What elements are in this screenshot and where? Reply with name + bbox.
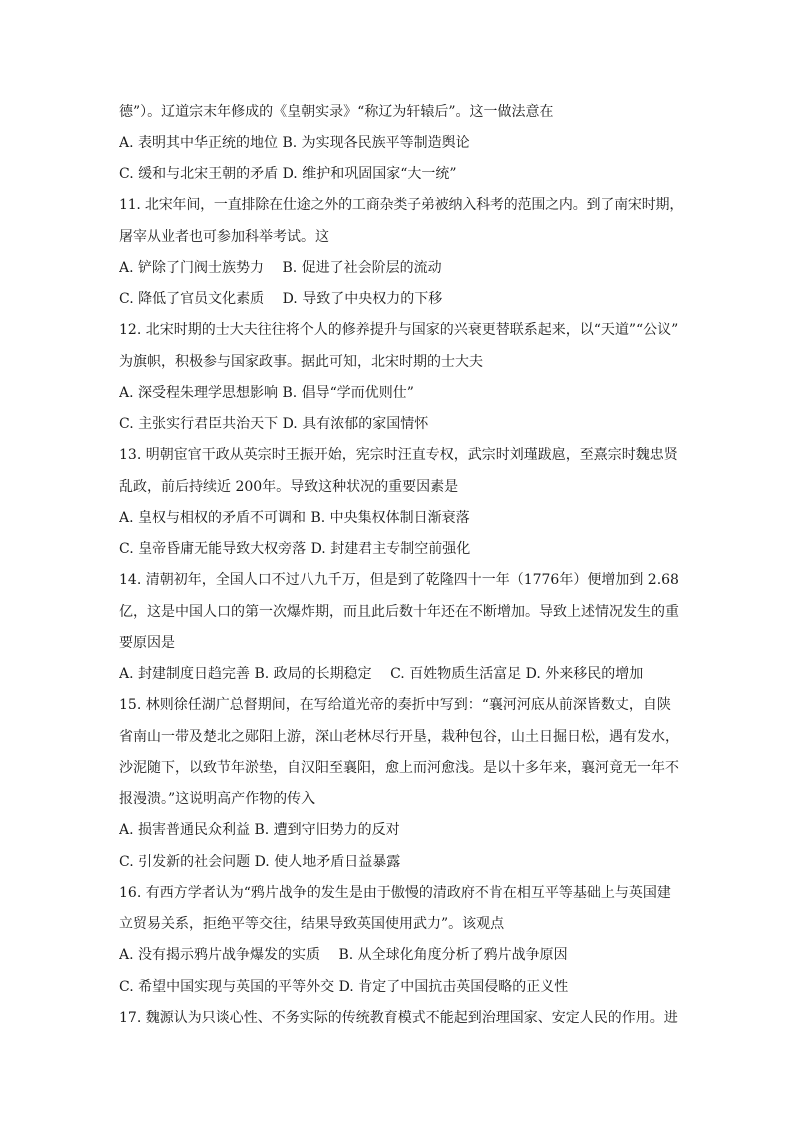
q13-stem-line1: 13. 明朝宦官干政从英宗时王振开始，宪宗时汪直专权，武宗时刘瑾跋扈，至熹宗时魏忠贤	[119, 447, 678, 463]
q10-options-cd: C. 缓和与北宋王朝的矛盾 D. 维护和巩固国家“大一统”	[119, 166, 457, 182]
q11-options-cd: C. 降低了官员文化素质 D. 导致了中央权力的下移	[119, 291, 443, 307]
q12-stem-line1: 12. 北宋时期的士大夫往往将个人的修养提升与国家的兴衰更替联系起来，以“天道”“公议”	[119, 322, 679, 338]
q14-stem-line3: 要原因是	[119, 635, 175, 651]
q15-stem-line2: 省南山一带及楚北之郧阳上游，深山老林尽行开垦，栽种包谷，山土日掘日松，遇有发水，	[119, 729, 679, 745]
q12-options-ab: A. 深受程朱理学思想影响 B. 倡导“学而优则仕”	[119, 385, 414, 401]
q16-stem-line2: 立贸易关系，拒绝平等交往，结果导致英国使用武力”。该观点	[119, 916, 505, 932]
q16-options-ab: A. 没有揭示鸦片战争爆发的实质 B. 从全球化角度分析了鸦片战争原因	[119, 947, 568, 963]
q13-options-cd: C. 皇帝昏庸无能导致大权旁落 D. 封建君主专制空前强化	[119, 541, 471, 557]
q14-stem-line1: 14. 清朝初年，全国人口不过八九千万，但是到了乾隆四十一年（1776年）便增加到 2.68	[119, 572, 679, 588]
q10-stem-tail: 德”）。辽道宗末年修成的《皇朝实录》“称辽为轩辕后”。这一做法意在	[119, 104, 554, 120]
q11-stem-line1: 11. 北宋年间，一直排除在仕途之外的工商杂类子弟被纳入科考的范围之内。到了南宋时期，	[119, 197, 684, 213]
q16-options-cd: C. 希望中国实现与英国的平等外交 D. 肯定了中国抗击英国侵略的正义性	[119, 979, 569, 995]
q15-stem-line1: 15. 林则徐任湖广总督期间，在写给道光帝的奏折中写到：“襄河河底从前深皆数丈，自陕	[119, 697, 671, 713]
q15-stem-line4: 报漫溃。”这说明高产作物的传入	[119, 791, 316, 807]
q11-options-ab: A. 铲除了门阀士族势力 B. 促进了社会阶层的流动	[119, 260, 442, 276]
q15-options-cd: C. 引发新的社会问题 D. 使人地矛盾日益暴露	[119, 854, 401, 870]
q15-stem-line3: 沙泥随下，以致节年淤垫，自汉阳至襄阳，愈上而河愈浅。是以十多年来，襄河竟无一年不	[119, 760, 679, 776]
q17-stem-line1: 17. 魏源认为只谈心性、不务实际的传统教育模式不能起到治理国家、安定人民的作用。进	[119, 1010, 678, 1026]
q16-stem-line1: 16. 有西方学者认为“鸦片战争的发生是由于傲慢的清政府不肯在相互平等基础上与英国建	[119, 885, 671, 901]
q13-options-ab: A. 皇权与相权的矛盾不可调和 B. 中央集权体制日渐衰落	[119, 510, 470, 526]
q13-stem-line2: 乱政，前后持续近 200年。导致这种状况的重要因素是	[119, 479, 459, 495]
q14-options: A. 封建制度日趋完善 B. 政局的长期稳定 C. 百姓物质生活富足 D. 外来移民的增加	[119, 666, 644, 682]
q11-stem-line2: 屠宰从业者也可参加科举考试。这	[119, 229, 329, 245]
q15-options-ab: A. 损害普通民众利益 B. 遭到守旧势力的反对	[119, 822, 400, 838]
q12-stem-line2: 为旗帜，积极参与国家政事。据此可知，北宋时期的士大夫	[119, 354, 483, 370]
q12-options-cd: C. 主张实行君臣共治天下 D. 具有浓郁的家国情怀	[119, 416, 429, 432]
q10-options-ab: A. 表明其中华正统的地位 B. 为实现各民族平等制造舆论	[119, 135, 470, 151]
q14-stem-line2: 亿，这是中国人口的第一次爆炸期，而且此后数十年还在不断增加。导致上述情况发生的重	[119, 604, 679, 620]
